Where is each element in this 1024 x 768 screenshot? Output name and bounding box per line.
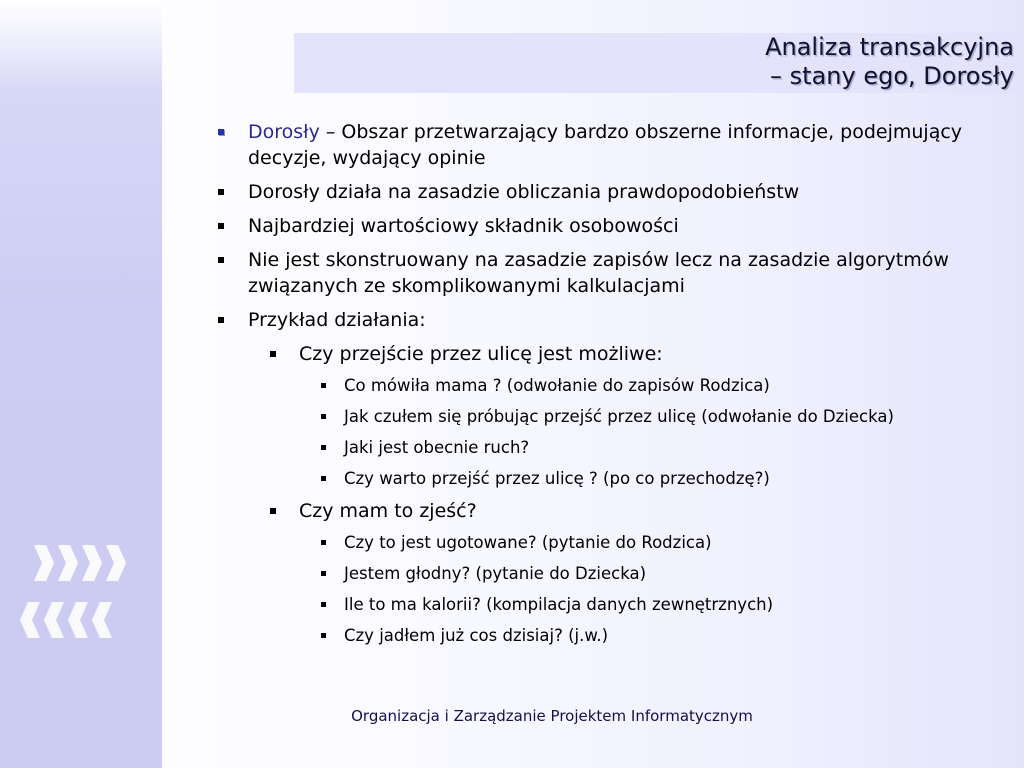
bullet-icon: [270, 508, 276, 514]
list-item-text: Czy warto przejść przez ulicę ? (po co przechodzę?): [344, 469, 770, 488]
list-item-text: Dorosły działa na zasadzie obliczania prawdopodobieństw: [248, 181, 800, 203]
bullet-icon: [321, 414, 326, 419]
list-item-text: Co mówiła mama ? (odwołanie do zapisów Rodzica): [344, 376, 770, 395]
list-item-text: Czy jadłem już cos dzisiaj? (j.w.): [344, 626, 608, 645]
list-item: [218, 436, 1008, 459]
bullet-icon: [218, 257, 224, 263]
bullet-icon: [218, 223, 224, 229]
bullet-icon: [321, 540, 326, 545]
list-item: [218, 405, 1008, 428]
list-item: [218, 307, 1008, 333]
list-item: [218, 593, 1008, 616]
list-item: [218, 179, 1008, 205]
slide-title-line-1: Analiza transakcyjna: [765, 33, 1014, 61]
slide-title: [765, 33, 1014, 91]
bullet-icon: [321, 602, 326, 607]
list-item: [218, 624, 1008, 647]
bullet-list: [218, 119, 1008, 655]
list-item-text: Jaki jest obecnie ruch?: [344, 438, 530, 457]
left-decorative-band: [0, 0, 162, 768]
title-bar: [294, 33, 1024, 93]
chevron-right-icon: [30, 545, 132, 581]
list-item: [218, 341, 1008, 367]
list-item-text: Jestem głodny? (pytanie do Dziecka): [344, 564, 647, 583]
chevron-left-icon: [20, 602, 122, 638]
bullet-icon: [321, 445, 326, 450]
slide-footer: Organizacja i Zarządzanie Projektem Informatycznym: [351, 707, 753, 725]
list-item-text: Czy przejście przez ulicę jest możliwe:: [299, 343, 663, 365]
list-item-text: – Obszar przetwarzający bardzo obszerne informacje, podejmujący decyzje, wydający opinie: [248, 121, 963, 169]
list-item: [218, 374, 1008, 397]
bullet-icon: [218, 129, 224, 135]
list-item: [218, 119, 1008, 171]
bullet-icon: [218, 317, 224, 323]
list-item-text: Czy to jest ugotowane? (pytanie do Rodzica): [344, 533, 712, 552]
term-highlight: Dorosły: [248, 121, 320, 143]
list-item-text: Nie jest skonstruowany na zasadzie zapisów lecz na zasadzie algorytmów związanych ze skomplikowanymi kalkulacjami: [248, 249, 949, 297]
list-item: [218, 498, 1008, 524]
list-item: [218, 213, 1008, 239]
bullet-icon: [270, 351, 276, 357]
slide-title-line-2: – stany ego, Dorosły: [770, 62, 1014, 90]
list-item-text: Jak czułem się próbując przejść przez ulicę (odwołanie do Dziecka): [344, 407, 894, 426]
bullet-icon: [321, 476, 326, 481]
list-item-text: Przykład działania:: [248, 309, 426, 331]
list-item-text: Najbardziej wartościowy składnik osobowości: [248, 215, 679, 237]
list-item: [218, 247, 1008, 299]
bullet-icon: [321, 571, 326, 576]
list-item: [218, 531, 1008, 554]
list-item: [218, 467, 1008, 490]
list-item-text: Ile to ma kalorii? (kompilacja danych zewnętrznych): [344, 595, 774, 614]
bullet-icon: [321, 383, 326, 388]
bullet-icon: [321, 633, 326, 638]
bullet-icon: [218, 189, 224, 195]
list-item: [218, 562, 1008, 585]
list-item-text: Czy mam to zjeść?: [299, 500, 477, 522]
